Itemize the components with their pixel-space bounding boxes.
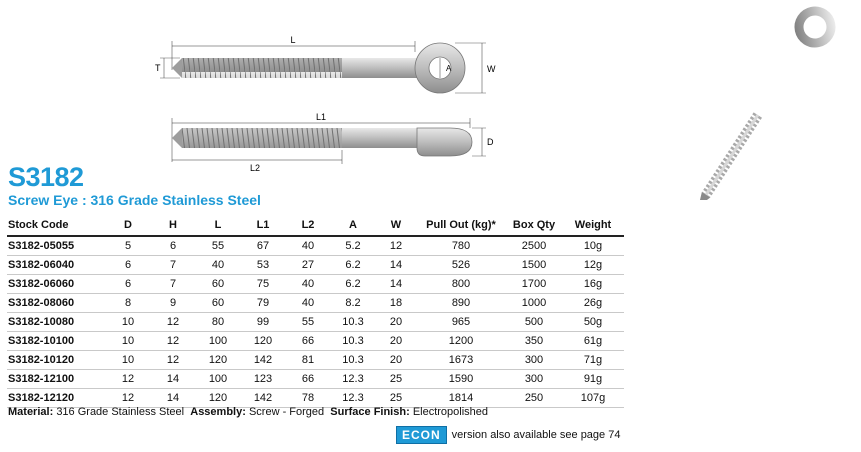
cell-pull-out: 965: [416, 313, 506, 332]
cell-pull-out: 890: [416, 294, 506, 313]
cell-l2: 55: [286, 313, 330, 332]
technical-drawing: [150, 32, 510, 182]
cell-box-qty: 350: [506, 332, 562, 351]
spec-footer: [8, 406, 488, 418]
cell-pull-out: 526: [416, 256, 506, 275]
cell-l2: 40: [286, 236, 330, 256]
table-row: [7, 313, 624, 332]
header-a: A: [330, 215, 376, 236]
cell-h: 14: [150, 389, 196, 408]
cell-l: 60: [196, 275, 240, 294]
cell-box-qty: 1500: [506, 256, 562, 275]
cell-l: 100: [196, 370, 240, 389]
cell-w: 12: [376, 236, 416, 256]
table-row: [7, 236, 624, 256]
table-row: [7, 332, 624, 351]
cell-l1: 75: [240, 275, 286, 294]
cell-l2: 81: [286, 351, 330, 370]
cell-l2: 40: [286, 275, 330, 294]
cell-w: 14: [376, 256, 416, 275]
cell-d: 6: [106, 275, 150, 294]
header-h: H: [150, 215, 196, 236]
cell-pull-out: 1673: [416, 351, 506, 370]
label-t: T: [155, 63, 161, 73]
top-view: [155, 35, 496, 93]
header-d: D: [106, 215, 150, 236]
cell-a: 10.3: [330, 313, 376, 332]
cell-l: 80: [196, 313, 240, 332]
cell-a: 12.3: [330, 389, 376, 408]
cell-h: 9: [150, 294, 196, 313]
material-value: 316 Grade Stainless Steel: [56, 406, 185, 418]
cell-l: 120: [196, 389, 240, 408]
label-a: A: [446, 64, 452, 73]
cell-l: 40: [196, 256, 240, 275]
assembly-value: Screw - Forged: [248, 406, 325, 418]
side-view: [172, 112, 494, 173]
cell-w: 14: [376, 275, 416, 294]
cell-w: 25: [376, 389, 416, 408]
cell-stock-code: S3182-08060: [7, 294, 106, 313]
cell-weight: 71g: [562, 351, 624, 370]
cell-stock-code: S3182-05055: [7, 236, 106, 256]
product-photo: [615, 5, 850, 200]
cell-weight: 61g: [562, 332, 624, 351]
header-pull-out: Pull Out (kg)*: [416, 215, 506, 236]
cell-a: 10.3: [330, 351, 376, 370]
table-header-row: [7, 215, 624, 236]
cell-stock-code: S3182-06060: [7, 275, 106, 294]
finish-value: Electropolished: [412, 406, 489, 418]
label-l2: L2: [249, 163, 261, 173]
header-box-qty: Box Qty: [506, 215, 562, 236]
cell-a: 8.2: [330, 294, 376, 313]
cell-stock-code: S3182-10120: [7, 351, 106, 370]
cell-d: 10: [106, 351, 150, 370]
cell-w: 18: [376, 294, 416, 313]
cell-l2: 66: [286, 370, 330, 389]
cell-l2: 78: [286, 389, 330, 408]
table-row: [7, 256, 624, 275]
cell-d: 8: [106, 294, 150, 313]
cell-w: 20: [376, 313, 416, 332]
econ-note: version also available see page 74: [451, 429, 621, 441]
cell-d: 5: [106, 236, 150, 256]
header-stock-code: Stock Code: [7, 215, 106, 236]
cell-a: 12.3: [330, 370, 376, 389]
cell-l1: 79: [240, 294, 286, 313]
cell-pull-out: 800: [416, 275, 506, 294]
cell-box-qty: 2500: [506, 236, 562, 256]
cell-l1: 120: [240, 332, 286, 351]
cell-l1: 67: [240, 236, 286, 256]
cell-h: 7: [150, 275, 196, 294]
finish-label: Surface Finish:: [330, 406, 410, 418]
cell-a: 10.3: [330, 332, 376, 351]
cell-stock-code: S3182-12100: [7, 370, 106, 389]
cell-w: 20: [376, 332, 416, 351]
cell-l1: 99: [240, 313, 286, 332]
cell-l2: 27: [286, 256, 330, 275]
cell-l: 120: [196, 351, 240, 370]
table-row: [7, 275, 624, 294]
header-l: L: [196, 215, 240, 236]
table-row: [7, 351, 624, 370]
cell-stock-code: S3182-10100: [7, 332, 106, 351]
cell-box-qty: 300: [506, 370, 562, 389]
cell-l2: 40: [286, 294, 330, 313]
cell-l1: 123: [240, 370, 286, 389]
cell-l2: 66: [286, 332, 330, 351]
header-l1: L1: [240, 215, 286, 236]
cell-box-qty: 1000: [506, 294, 562, 313]
cell-d: 10: [106, 332, 150, 351]
cell-pull-out: 1590: [416, 370, 506, 389]
cell-h: 12: [150, 332, 196, 351]
cell-weight: 16g: [562, 275, 624, 294]
label-l1: L1: [315, 112, 327, 122]
cell-d: 6: [106, 256, 150, 275]
cell-pull-out: 1200: [416, 332, 506, 351]
cell-l: 100: [196, 332, 240, 351]
cell-weight: 91g: [562, 370, 624, 389]
header-l2: L2: [286, 215, 330, 236]
cell-box-qty: 300: [506, 351, 562, 370]
cell-stock-code: S3182-10080: [7, 313, 106, 332]
cell-box-qty: 500: [506, 313, 562, 332]
econ-badge: ECON: [396, 426, 447, 444]
cell-weight: 107g: [562, 389, 624, 408]
cell-pull-out: 780: [416, 236, 506, 256]
cell-h: 7: [150, 256, 196, 275]
cell-weight: 12g: [562, 256, 624, 275]
label-d: D: [487, 137, 494, 147]
cell-pull-out: 1814: [416, 389, 506, 408]
cell-stock-code: S3182-06040: [7, 256, 106, 275]
cell-l1: 142: [240, 389, 286, 408]
cell-a: 6.2: [330, 256, 376, 275]
table-row: [7, 389, 624, 408]
cell-l1: 142: [240, 351, 286, 370]
cell-l: 55: [196, 236, 240, 256]
spec-table: [7, 215, 624, 408]
cell-h: 6: [150, 236, 196, 256]
cell-l: 60: [196, 294, 240, 313]
header-weight: Weight: [562, 215, 624, 236]
cell-weight: 50g: [562, 313, 624, 332]
cell-box-qty: 1700: [506, 275, 562, 294]
cell-w: 25: [376, 370, 416, 389]
cell-d: 10: [106, 313, 150, 332]
cell-h: 12: [150, 351, 196, 370]
cell-h: 14: [150, 370, 196, 389]
cell-a: 5.2: [330, 236, 376, 256]
cell-box-qty: 250: [506, 389, 562, 408]
table-row: [7, 370, 624, 389]
cell-a: 6.2: [330, 275, 376, 294]
cell-weight: 26g: [562, 294, 624, 313]
table-row: [7, 294, 624, 313]
product-name: Screw Eye : 316 Grade Stainless Steel: [8, 192, 261, 208]
product-code: S3182: [8, 162, 84, 192]
material-label: Material:: [8, 406, 54, 418]
cell-l1: 53: [240, 256, 286, 275]
assembly-label: Assembly:: [190, 406, 246, 418]
cell-d: 12: [106, 389, 150, 408]
cell-w: 20: [376, 351, 416, 370]
econ-note-line: [396, 426, 620, 444]
cell-stock-code: S3182-12120: [7, 389, 106, 408]
label-w: W: [487, 64, 496, 74]
header-w: W: [376, 215, 416, 236]
cell-h: 12: [150, 313, 196, 332]
label-l: L: [290, 35, 296, 45]
cell-weight: 10g: [562, 236, 624, 256]
cell-d: 12: [106, 370, 150, 389]
